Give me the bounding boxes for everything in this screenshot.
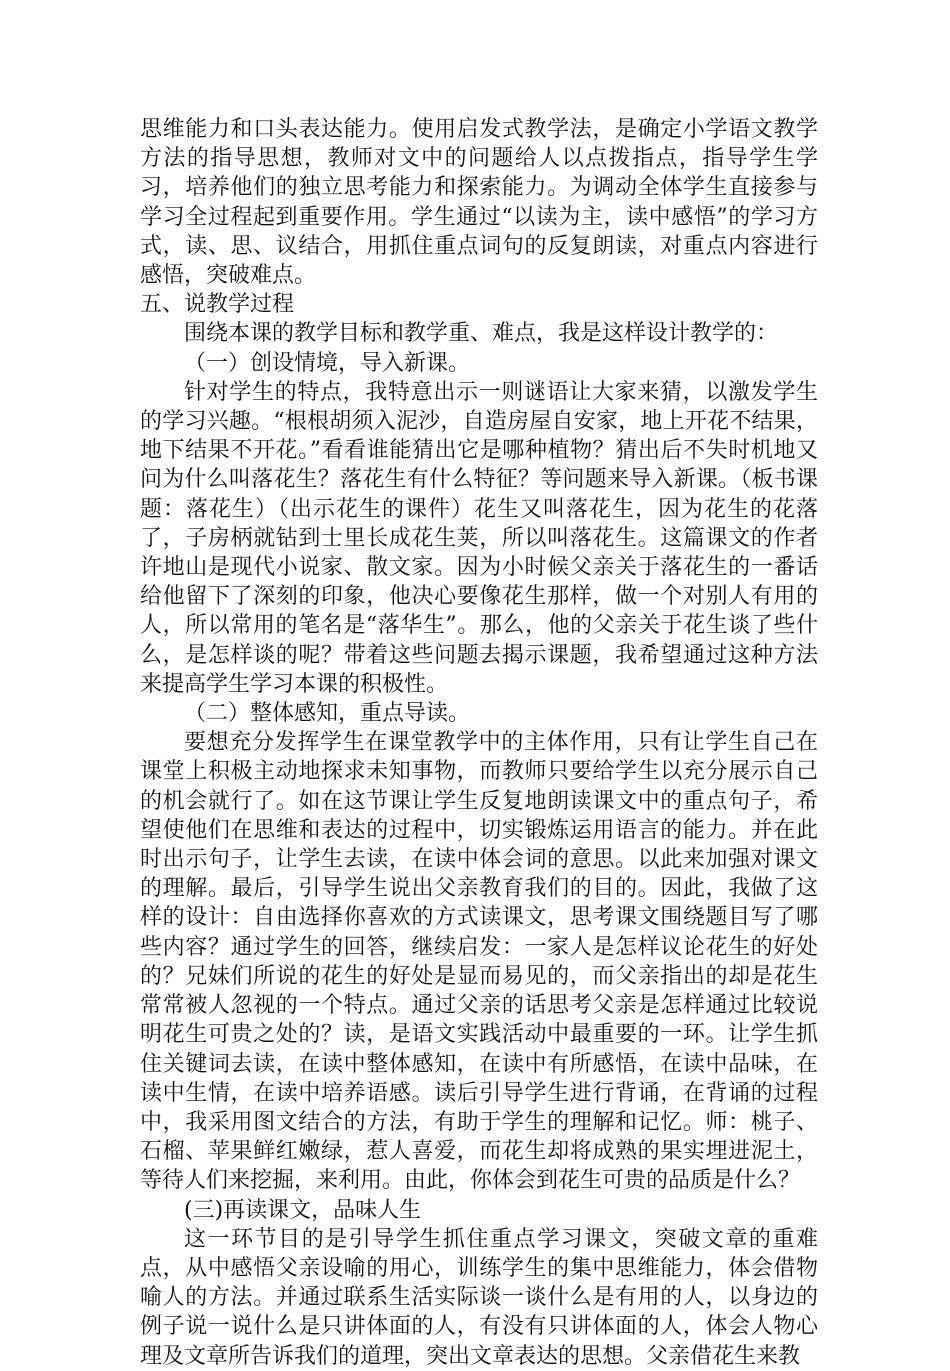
step-heading-three: (三)再读课文，品味人生 — [184, 1197, 422, 1223]
document-page — [140, 115, 818, 1371]
paragraph-intro: 思维能力和口头表达能力。使用启发式教学法，是确定小学语文教学方法的指导思想，教师对文中的问题给人以点拨指点，指导学生学习，培养他们的独立思考能力和探索能力。为调动全体学生直接参与学习全过程起到重要作用。学生通过“以读为主，读中感悟”的学习方式，读、思、议结合，用抓住重点词句的反复朗读，对重点内容进行感悟，突破难点。 — [140, 117, 818, 289]
paragraph-step-two: 要想充分发挥学生在课堂教学中的主体作用，只有让学生自己在课堂上积极主动地探求未知事物，而教师只要给学生以充分展示自己的机会就行了。如在这节课让学生反复地朗读课文中的重点句子，希望使他们在思维和表达的过程中，切实锻炼运用语言的能力。并在此时出示句子，让学生去读，在读中体会词的意思。以此来加强对课文的理解。最后，引导学生说出父亲教育我们的目的。因此，我做了这样的设计：自由选择你喜欢的方式读课文，思考课文围绕题目写了哪些内容？通过学生的回答，继续启发：一家人是怎样议论花生的好处的？兄妹们所说的花生的好处是显而易见的，而父亲指出的却是花生常常被人忽视的一个特点。通过父亲的话思考父亲是怎样通过比较说明花生可贵之处的？读，是语文实践活动中最重要的一环。让学生抓住关键词去读，在读中整体感知，在读中有所感悟，在读中品味，在读中生情，在读中培养语感。读后引导学生进行背诵，在背诵的过程中，我采用图文结合的方法，有助于学生的理解和记忆。师：桃子、石榴、苹果鲜红嫩绿，惹人喜爱，而花生却将成熟的果实埋进泥土，等待人们来挖掘，来利用。由此，你体会到花生可贵的品质是什么？ — [140, 730, 818, 1194]
step-heading-one: （一）创设情境，导入新课。 — [184, 350, 471, 376]
step-heading-two: （二）整体感知，重点导读。 — [184, 701, 471, 727]
paragraph-process-intro: 围绕本课的教学目标和教学重、难点，我是这样设计教学的： — [184, 321, 779, 347]
paragraph-step-three: 这一环节目的是引导学生抓住重点学习课文，突破文章的重难点，从中感悟父亲设喻的用心，训练学生的集中思维能力，体会借物喻人的方法。并通过联系生活实际谈一谈什么是有用的人，以身边的例子说一说什么是只讲体面的人，有没有只讲体面的人，体会人物心理及文章所告诉我们的道理，突出文章表达的思想。父亲借花生来教 — [140, 1226, 818, 1369]
section-heading-teaching-process: 五、说教学过程 — [140, 292, 295, 318]
paragraph-step-one: 针对学生的特点，我特意出示一则谜语让大家来猜，以激发学生的学习兴趣。“根根胡须入泥沙，自造房屋自安家，地上开花不结果，地下结果不开花。”看看谁能猜出它是哪种植物？猜出后不失时机地又问为什么叫落花生？落花生有什么特征？等问题来导入新课。（板书课题：落花生）（出示花生的课件）花生又叫落花生，因为花生的花落了，子房柄就钻到士里长成花生荚，所以叫落花生。这篇课文的作者许地山是现代小说家、散文家。因为小时候父亲关于落花生的一番话给他留下了深刻的印象，他决心要像花生那样，做一个对别人有用的人，所以常用的笔名是“落华生”。那么，他的父亲关于花生谈了些什么，是怎样谈的呢？带着这些问题去揭示课题，我希望通过这种方法来提高学生学习本课的积极性。 — [140, 379, 818, 697]
